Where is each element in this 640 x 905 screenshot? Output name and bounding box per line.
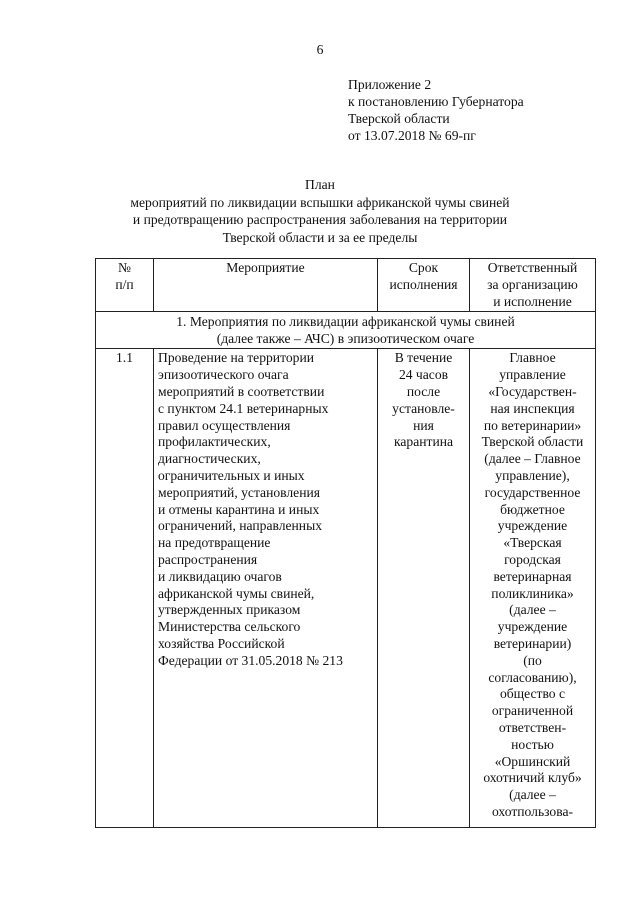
cell-line: государственное <box>484 484 581 500</box>
cell-line: учреждение <box>497 518 568 534</box>
cell-line: «Государствен- <box>488 383 577 399</box>
table-header-row <box>96 259 596 312</box>
header-line: № <box>118 260 131 275</box>
page-bottom-margin <box>95 832 595 905</box>
section-line: 1. Мероприятия по ликвидации африканской чумы свиней <box>176 314 515 330</box>
cell-line: ная инспекция <box>490 400 575 416</box>
section-heading <box>96 312 596 349</box>
cell-line: и ликвидацию очагов <box>158 568 282 584</box>
cell-line: утвержденных приказом <box>158 602 301 618</box>
appendix-line: к постановлению Губернатора <box>348 94 524 109</box>
cell-line: эпизоотического очага <box>158 367 289 383</box>
cell-line: Министерства сельского <box>158 619 301 635</box>
cell-line: (по <box>523 652 542 668</box>
cell-line: после <box>406 383 441 399</box>
cell-line: ностью <box>511 736 554 752</box>
cell-line: диагностических, <box>158 451 261 467</box>
cell-line: и отмены карантина и иных <box>158 501 320 517</box>
plan-table <box>95 258 596 828</box>
cell-line: мероприятий, установления <box>158 484 321 500</box>
cell-line: общество с <box>499 686 566 702</box>
cell-line: Федерации от 31.05.2018 № 213 <box>158 652 343 668</box>
header-responsible <box>470 259 596 312</box>
cell-line: ограничений, направленных <box>158 518 323 534</box>
cell-line: «Тверская <box>503 535 562 551</box>
cell-line: охотничий клуб» <box>483 770 582 786</box>
cell-line: Проведение на территории <box>158 350 314 366</box>
cell-line: ветеринарии) <box>493 635 572 651</box>
cell-line: Главное <box>509 350 556 366</box>
header-deadline <box>378 259 470 312</box>
cell-line: правил осуществления <box>158 417 291 433</box>
cell-line: карантина <box>393 434 454 450</box>
cell-line: мероприятий в соответствии <box>158 383 325 399</box>
cell-line: африканской чумы свиней, <box>158 585 315 601</box>
appendix-block <box>348 76 608 144</box>
cell-line: управление <box>499 367 566 383</box>
cell-line: В течение <box>394 350 453 366</box>
cell-line: установле- <box>392 400 455 416</box>
appendix-line: от 13.07.2018 № 69-пг <box>348 128 476 143</box>
cell-line: поликлиника» <box>491 585 574 601</box>
header-number <box>96 259 154 312</box>
cell-line: ограниченной <box>491 703 574 719</box>
title-line: План <box>305 177 335 192</box>
cell-line: (далее – <box>509 787 556 803</box>
table-row <box>96 349 596 828</box>
cell-line: управление), <box>495 467 570 483</box>
header-line: Срок <box>408 260 439 275</box>
cell-line: (далее – Главное <box>484 451 581 467</box>
cell-line: охотпользова- <box>491 803 574 819</box>
cell-line: «Оршинский <box>494 753 571 769</box>
cell-line: ветеринарная <box>493 568 572 584</box>
row-deadline <box>378 349 470 828</box>
header-line: и исполнение <box>493 293 572 309</box>
cell-line: Тверской области <box>481 434 584 450</box>
cell-line: с пунктом 24.1 ветеринарных <box>158 400 329 416</box>
cell-line: учреждение <box>497 619 568 635</box>
row-responsible <box>470 349 596 828</box>
header-line: Ответственный <box>487 260 578 275</box>
document-title <box>0 176 640 246</box>
row-event <box>154 349 378 828</box>
cell-line: ответствен- <box>498 719 567 735</box>
header-line: Мероприятие <box>226 260 305 275</box>
cell-line: на предотвращение <box>158 535 271 551</box>
appendix-line: Приложение 2 <box>348 77 432 92</box>
page-number: 6 <box>316 42 324 57</box>
cell-line: хозяйства Российской <box>158 635 285 651</box>
cell-line: распространения <box>158 551 258 567</box>
cell-line: ограничительных и иных <box>158 467 305 483</box>
cell-line: профилактических, <box>158 434 271 450</box>
row-number: 1.1 <box>96 349 154 828</box>
cell-line: городская <box>504 551 561 567</box>
section-row <box>96 312 596 349</box>
header-line: за организацию <box>487 276 578 292</box>
header-line: исполнения <box>389 276 458 292</box>
title-line: и предотвращению распространения заболевания на территории <box>132 212 508 227</box>
cell-line: 24 часов <box>398 367 449 383</box>
header-line: п/п <box>115 276 134 292</box>
appendix-line: Тверской области <box>348 111 450 126</box>
cell-line: ния <box>413 417 434 433</box>
cell-line: (далее – <box>509 602 556 618</box>
header-event <box>154 259 378 312</box>
cell-line: бюджетное <box>500 501 565 517</box>
title-line: мероприятий по ликвидации вспышки африканской чумы свиней <box>130 194 510 210</box>
cell-line: по ветеринарии» <box>483 417 582 433</box>
section-line: (далее также – АЧС) в эпизоотическом очаге <box>216 331 475 347</box>
cell-line: согласованию), <box>488 669 577 685</box>
title-line: Тверской области и за ее пределы <box>222 229 418 245</box>
